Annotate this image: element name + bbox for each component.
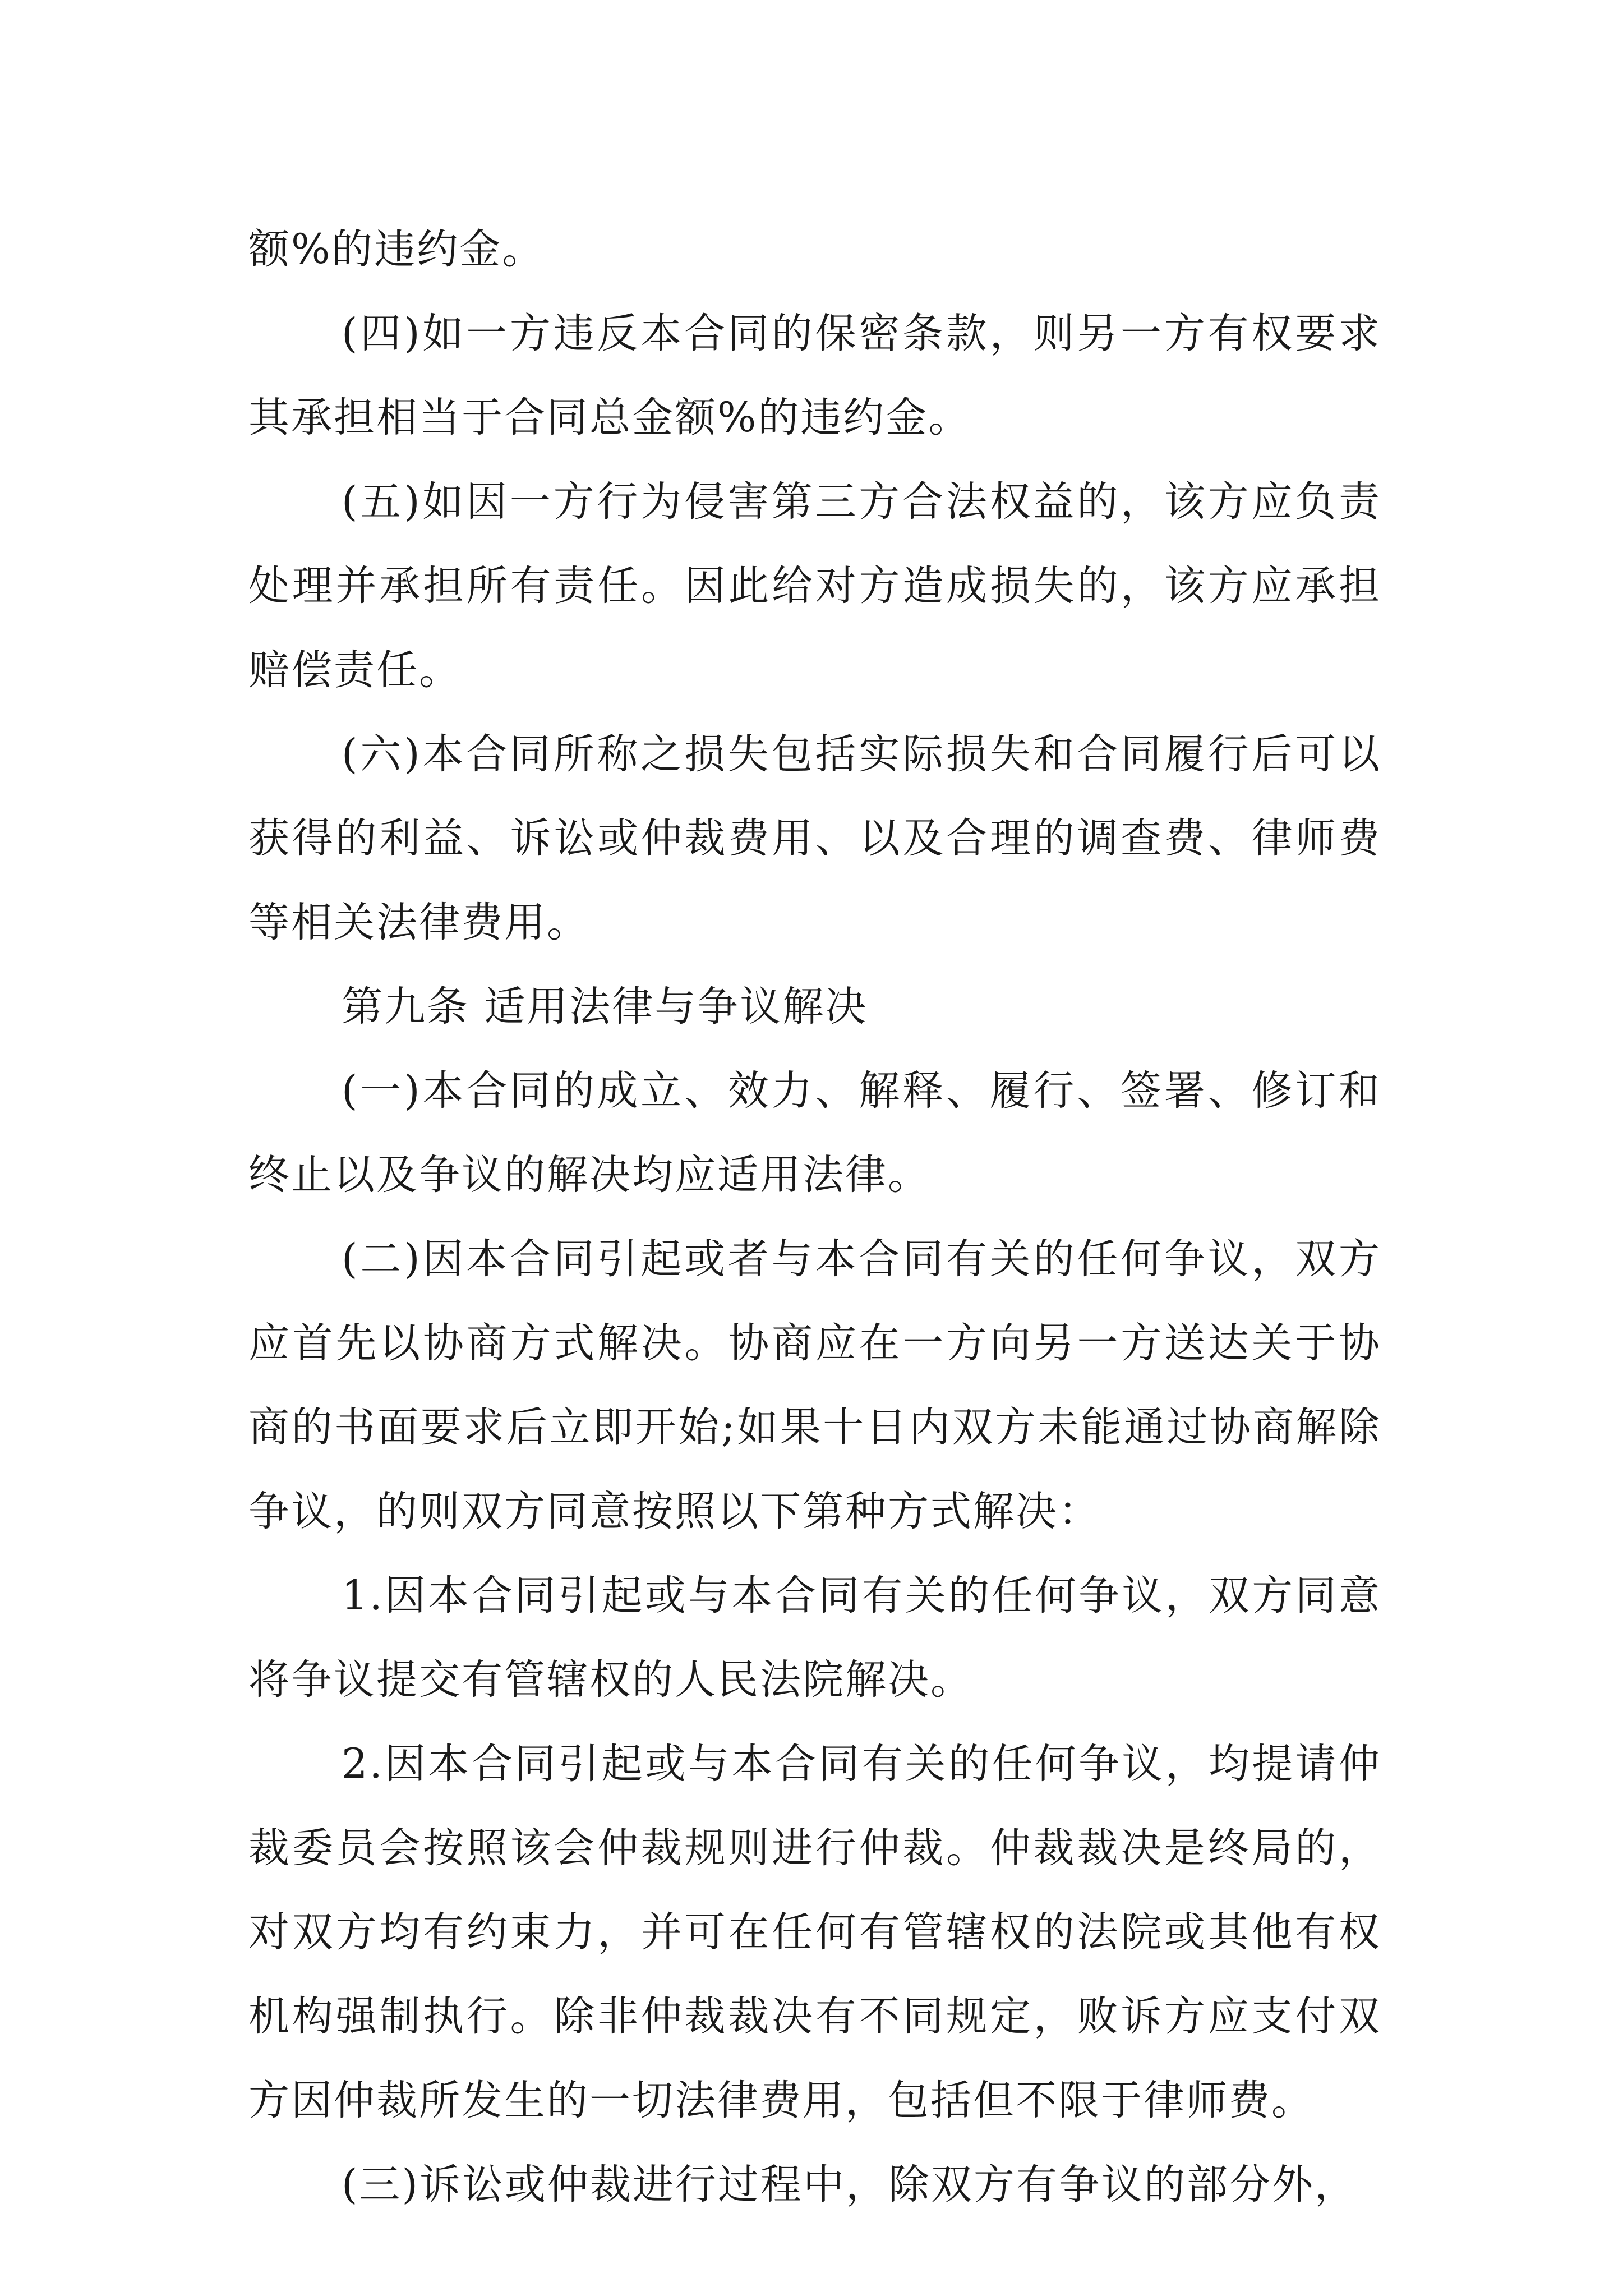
- paragraph-clause-4: (四)如一方违反本合同的保密条款，则另一方有权要求其承担相当于合同总金额%的违约金。: [248, 310, 1381, 441]
- section-heading-article-9: 第九条 适用法律与争议解决: [342, 983, 868, 1030]
- paragraph-option-2: 2.因本合同引起或与本合同有关的任何争议，均提请仲裁委员会按照该会仲裁规则进行仲裁。仲裁裁决是终局的，对双方均有约束力，并可在任何有管辖权的法院或其他有权机构强制执行。除非仲裁裁决有不同规定，败诉方应支付双方因仲裁所发生的一切法律费用，包括但不限于律师费。: [248, 1740, 1381, 2124]
- paragraph-clause-1: (一)本合同的成立、效力、解释、履行、签署、修订和终止以及争议的解决均应适用法律。: [248, 1067, 1381, 1199]
- paragraph-continuation: 额%的违约金。: [248, 226, 545, 273]
- paragraph-clause-5: (五)如因一方行为侵害第三方合法权益的，该方应负责处理并承担所有责任。因此给对方造成损失的，该方应承担赔偿责任。: [248, 478, 1381, 694]
- paragraph-clause-2: (二)因本合同引起或者与本合同有关的任何争议，双方应首先以协商方式解决。协商应在一方向另一方送达关于协商的书面要求后立即开始;如果十日内双方未能通过协商解除争议，的则双方同意按照以下第种方式解决：: [248, 1235, 1381, 1535]
- document-body: [248, 208, 1381, 2227]
- paragraph-clause-3: (三)诉讼或仲裁进行过程中，除双方有争议的部分外，: [342, 2161, 1357, 2208]
- paragraph-clause-6: (六)本合同所称之损失包括实际损失和合同履行后可以获得的利益、诉讼或仲裁费用、以及合理的调查费、律师费等相关法律费用。: [248, 730, 1381, 946]
- paragraph-option-1: 1.因本合同引起或与本合同有关的任何争议，双方同意将争议提交有管辖权的人民法院解决。: [248, 1572, 1381, 1704]
